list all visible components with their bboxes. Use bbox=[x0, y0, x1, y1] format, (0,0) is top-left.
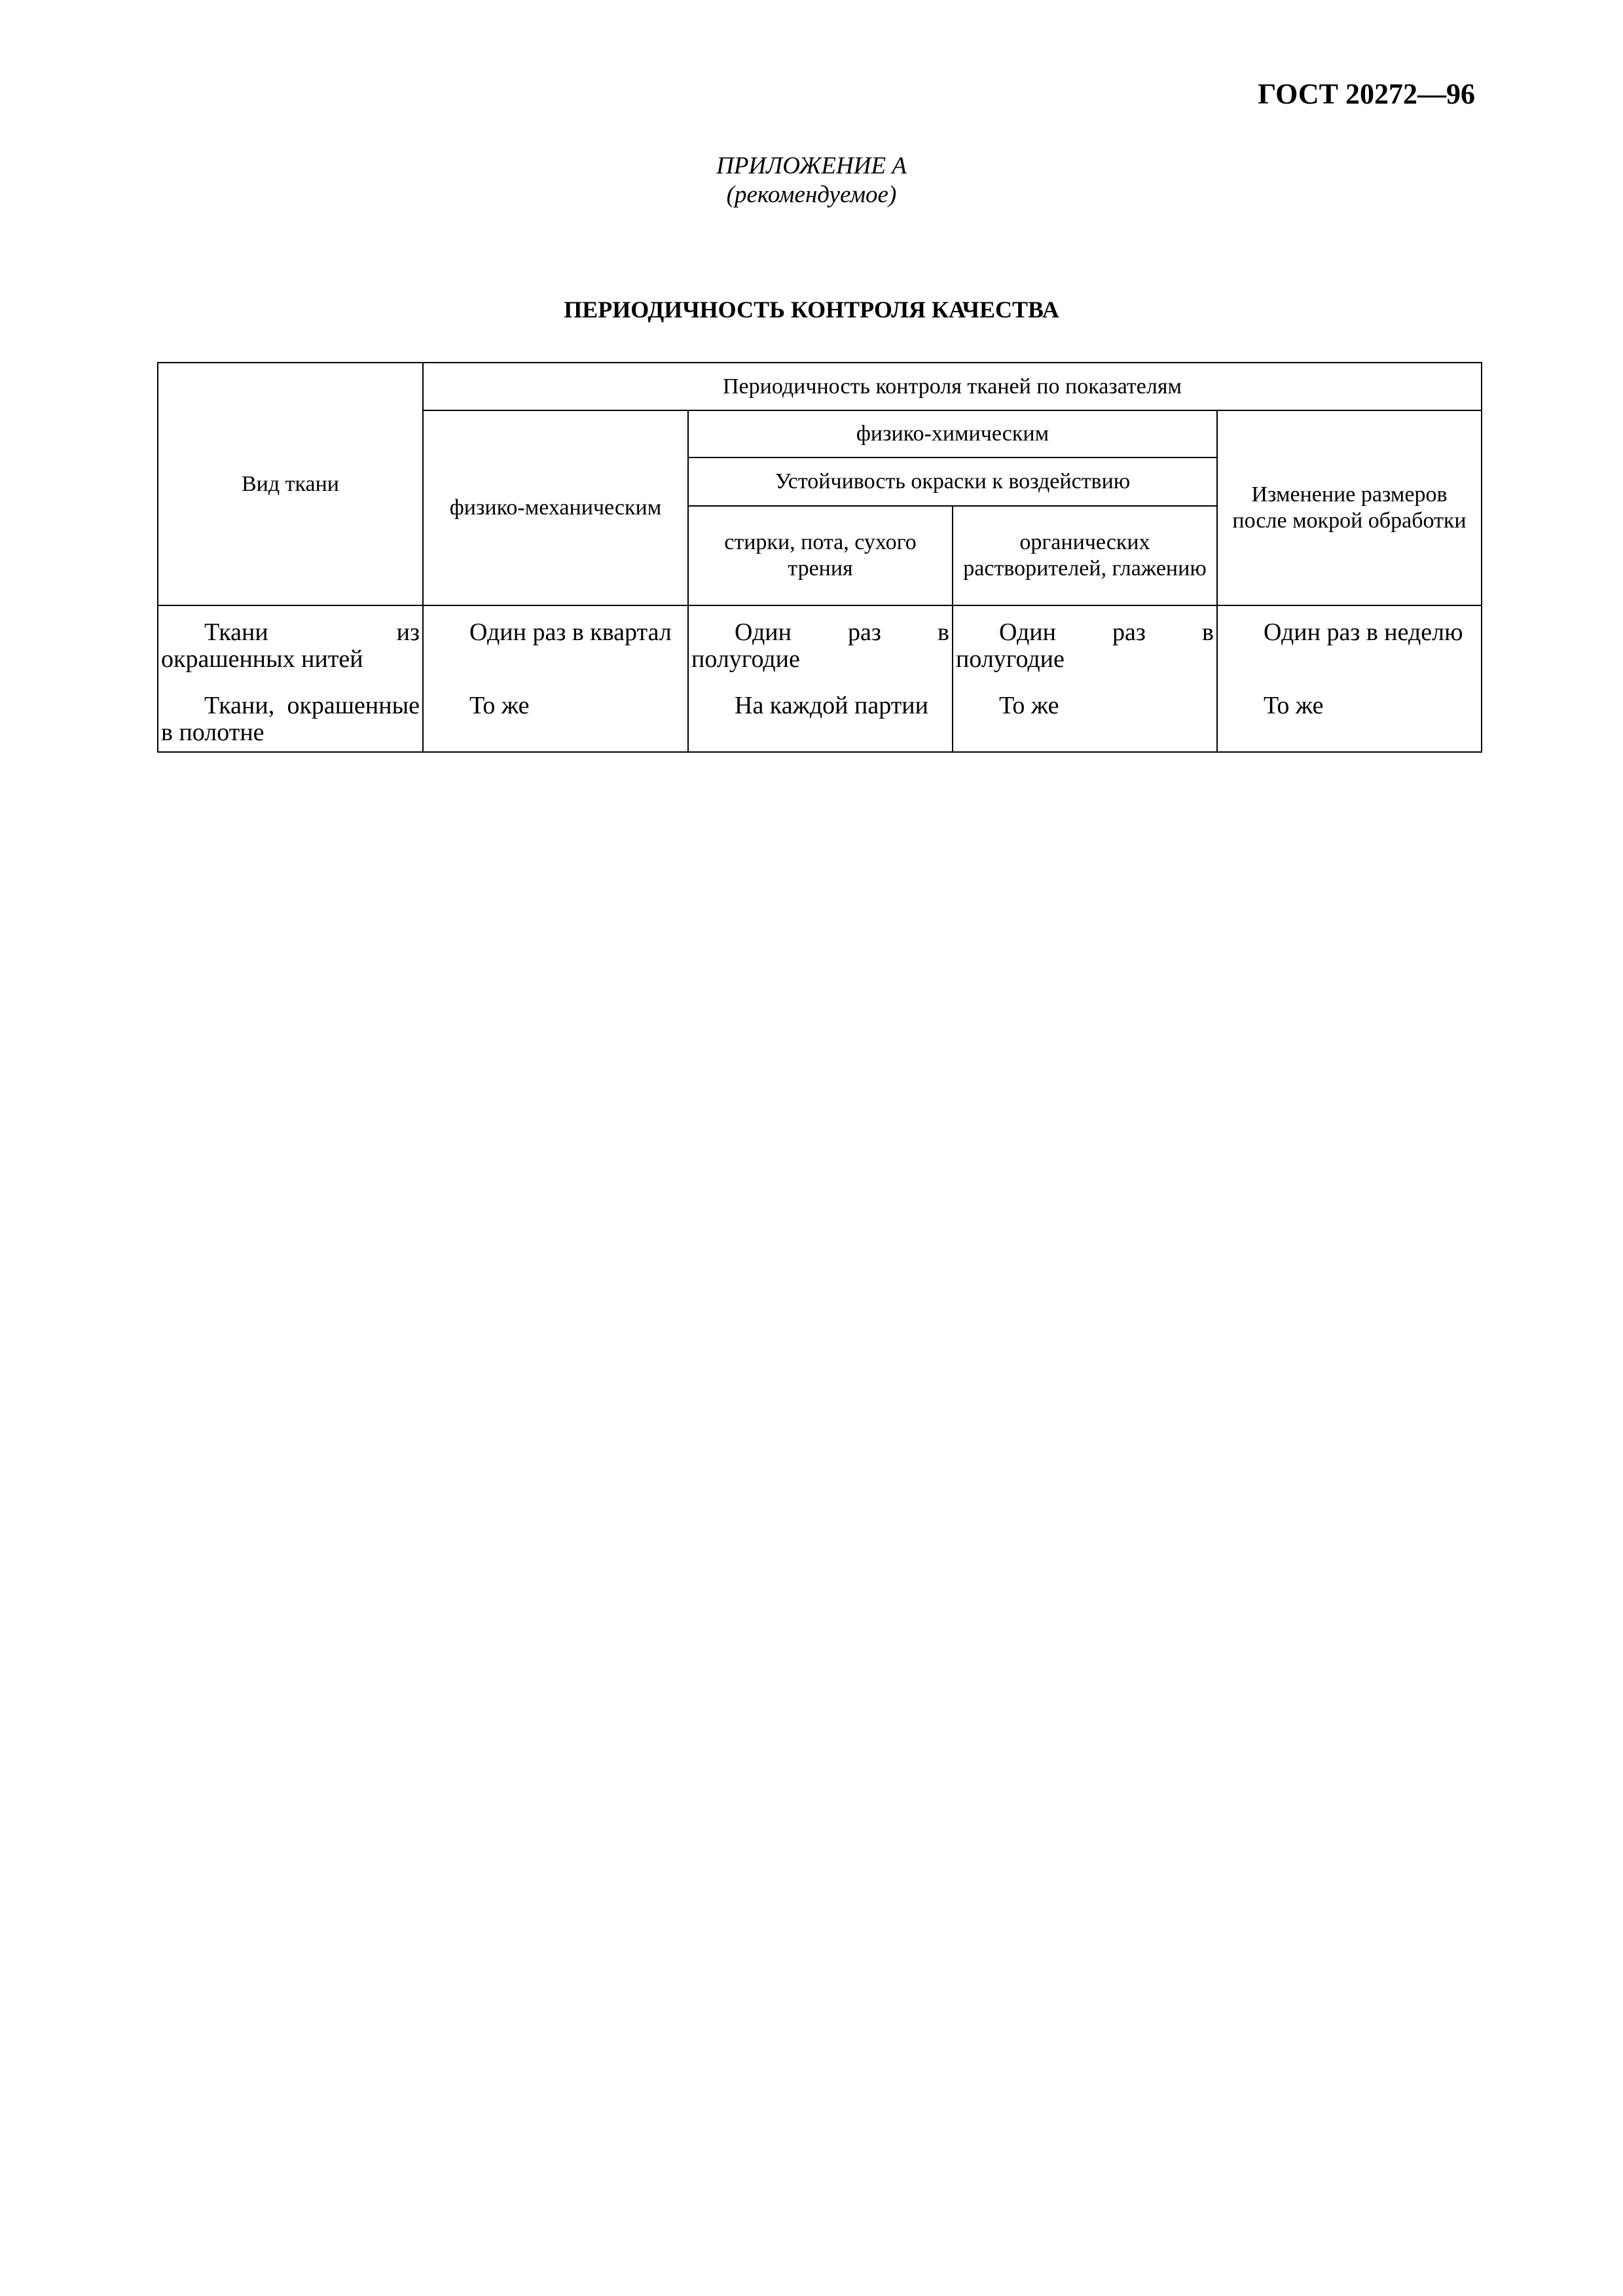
cell-text: Ткани из окрашенных нитей bbox=[161, 619, 420, 673]
cell-fabric bbox=[158, 692, 423, 752]
cell-solvents bbox=[953, 692, 1217, 752]
header-dimension-change: Изменение размеров после мокрой обработки bbox=[1217, 410, 1482, 605]
document-code: ГОСТ 20272—96 bbox=[1258, 78, 1475, 110]
header-periodicity: Периодичность контроля тканей по показателям bbox=[423, 363, 1482, 410]
cell-text: То же bbox=[999, 692, 1059, 719]
cell-phys-mech bbox=[423, 605, 688, 692]
table-row bbox=[158, 605, 1482, 692]
cell-text: Ткани, окрашенные в полотне bbox=[161, 692, 420, 746]
cell-solvents bbox=[953, 605, 1217, 692]
header-fabric-type: Вид ткани bbox=[158, 363, 423, 605]
cell-washing bbox=[688, 692, 953, 752]
header-phys-chem: физико-химическим bbox=[688, 410, 1217, 457]
appendix-title: ПРИЛОЖЕНИЕ А bbox=[716, 152, 907, 179]
table-row bbox=[158, 692, 1482, 752]
section-title: ПЕРИОДИЧНОСТЬ КОНТРОЛЯ КАЧЕСТВА bbox=[564, 296, 1059, 323]
header-solvents: органических растворителей, глажению bbox=[953, 506, 1217, 605]
cell-text: Один раз в полугодие bbox=[956, 619, 1214, 673]
table-header bbox=[158, 363, 1482, 605]
cell-dimension-change bbox=[1217, 692, 1482, 752]
header-phys-mech: физико-механическим bbox=[423, 410, 688, 605]
cell-text: То же bbox=[469, 692, 530, 719]
cell-phys-mech bbox=[423, 692, 688, 752]
cell-text: Один раз в квартал bbox=[469, 619, 672, 646]
cell-text: То же bbox=[1264, 692, 1324, 719]
cell-fabric bbox=[158, 605, 423, 692]
header-color-fastness: Устойчивость окраски к воздействию bbox=[688, 457, 1217, 506]
cell-text: Один раз в неделю bbox=[1264, 619, 1463, 646]
cell-text: На каждой партии bbox=[735, 692, 928, 719]
quality-control-table bbox=[157, 362, 1482, 753]
cell-washing bbox=[688, 605, 953, 692]
cell-text: Один раз в полугодие bbox=[691, 619, 949, 673]
header-washing: стирки, пота, сухого трения bbox=[688, 506, 953, 605]
appendix-heading bbox=[0, 152, 1623, 209]
appendix-status: (рекомендуемое) bbox=[726, 181, 897, 208]
table-body bbox=[158, 605, 1482, 752]
cell-dimension-change bbox=[1217, 605, 1482, 692]
